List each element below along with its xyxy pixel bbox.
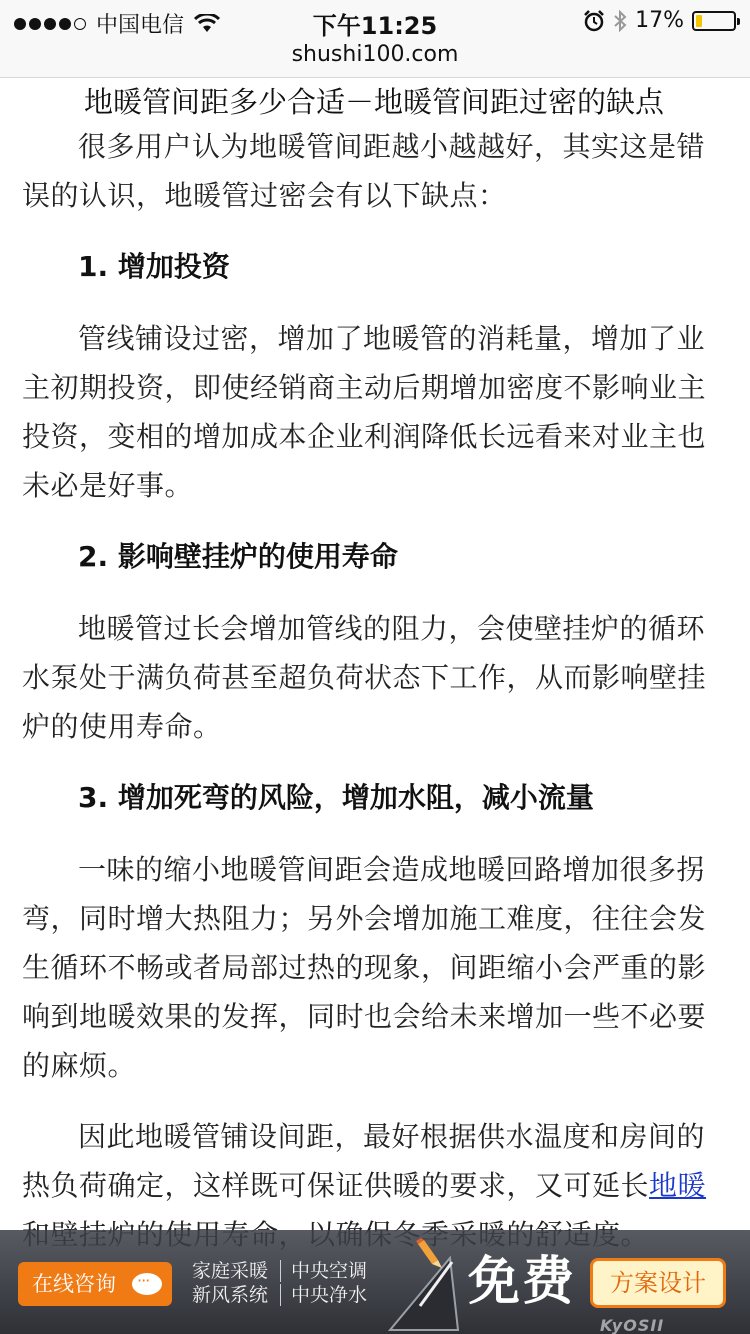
section-heading: 2. 影响壁挂炉的使用寿命	[78, 540, 398, 573]
section-body: 地暖管过长会增加管线的阻力，会使壁挂炉的循环水泵处于满负荷甚至超负荷状态下工作，从而影响壁挂炉的使用寿命。	[22, 612, 707, 743]
service-list	[192, 1260, 372, 1306]
alarm-icon	[583, 10, 605, 32]
section-heading: 3. 增加死弯的风险，增加水阻，减小流量	[78, 781, 594, 814]
battery-fill	[696, 15, 702, 27]
url-bar[interactable]: shushi100.com	[0, 40, 750, 78]
article-content	[22, 78, 728, 1259]
battery-percent: 17%	[635, 8, 684, 33]
service-item: 中央净水	[280, 1284, 372, 1306]
section-body: 管线铺设过密，增加了地暖管的消耗量，增加了业主初期投资，即使经销商主动后期增加密度不影响业主投资，变相的增加成本企业利润降低长远看来对业主也未必是好事。	[22, 322, 707, 502]
carrier-name: 中国电信	[96, 13, 185, 38]
ad-banner[interactable]	[0, 1230, 750, 1334]
link-floor-heating[interactable]: 地暖	[649, 1169, 707, 1202]
section-heading: 1. 增加投资	[78, 250, 230, 283]
service-item: 家庭采暖	[192, 1260, 269, 1282]
status-time: 下午11:25	[312, 12, 438, 40]
online-consult-button[interactable]	[18, 1262, 172, 1306]
consult-label: 在线咨询	[32, 1272, 116, 1296]
status-bar	[0, 0, 750, 40]
plan-design-button[interactable]: 方案设计	[590, 1258, 726, 1308]
free-label: 免费	[468, 1252, 577, 1312]
intro-paragraph: 很多用户认为地暖管间距越小越越好，其实这是错误的认识，地暖管过密会有以下缺点：	[22, 130, 706, 212]
status-right	[583, 8, 736, 33]
chat-bubble-icon	[132, 1273, 162, 1295]
service-item: 新风系统	[192, 1284, 269, 1306]
battery-icon	[692, 11, 736, 31]
watermark-text: KyOSII	[600, 1316, 665, 1334]
bluetooth-icon	[613, 9, 627, 33]
pencil-ruler-icon	[380, 1238, 470, 1334]
section-body: 一味的缩小地暖管间距会造成地暖回路增加很多拐弯，同时增大热阻力；另外会增加施工难度，往往会发生循环不畅或者局部过热的现象，间距缩小会严重的影响到地暖效果的发挥，同时也会给未来增加一些不必要的麻烦。	[22, 853, 707, 1082]
article-title: 地暖管间距多少合适－地暖管间距过密的缺点	[84, 85, 665, 119]
conclusion-text: 因此地暖管铺设间距，最好根据供水温度和房间的热负荷确定，这样既可保证供暖的要求，又可延长	[22, 1120, 706, 1202]
service-item: 中央空调	[280, 1260, 372, 1282]
